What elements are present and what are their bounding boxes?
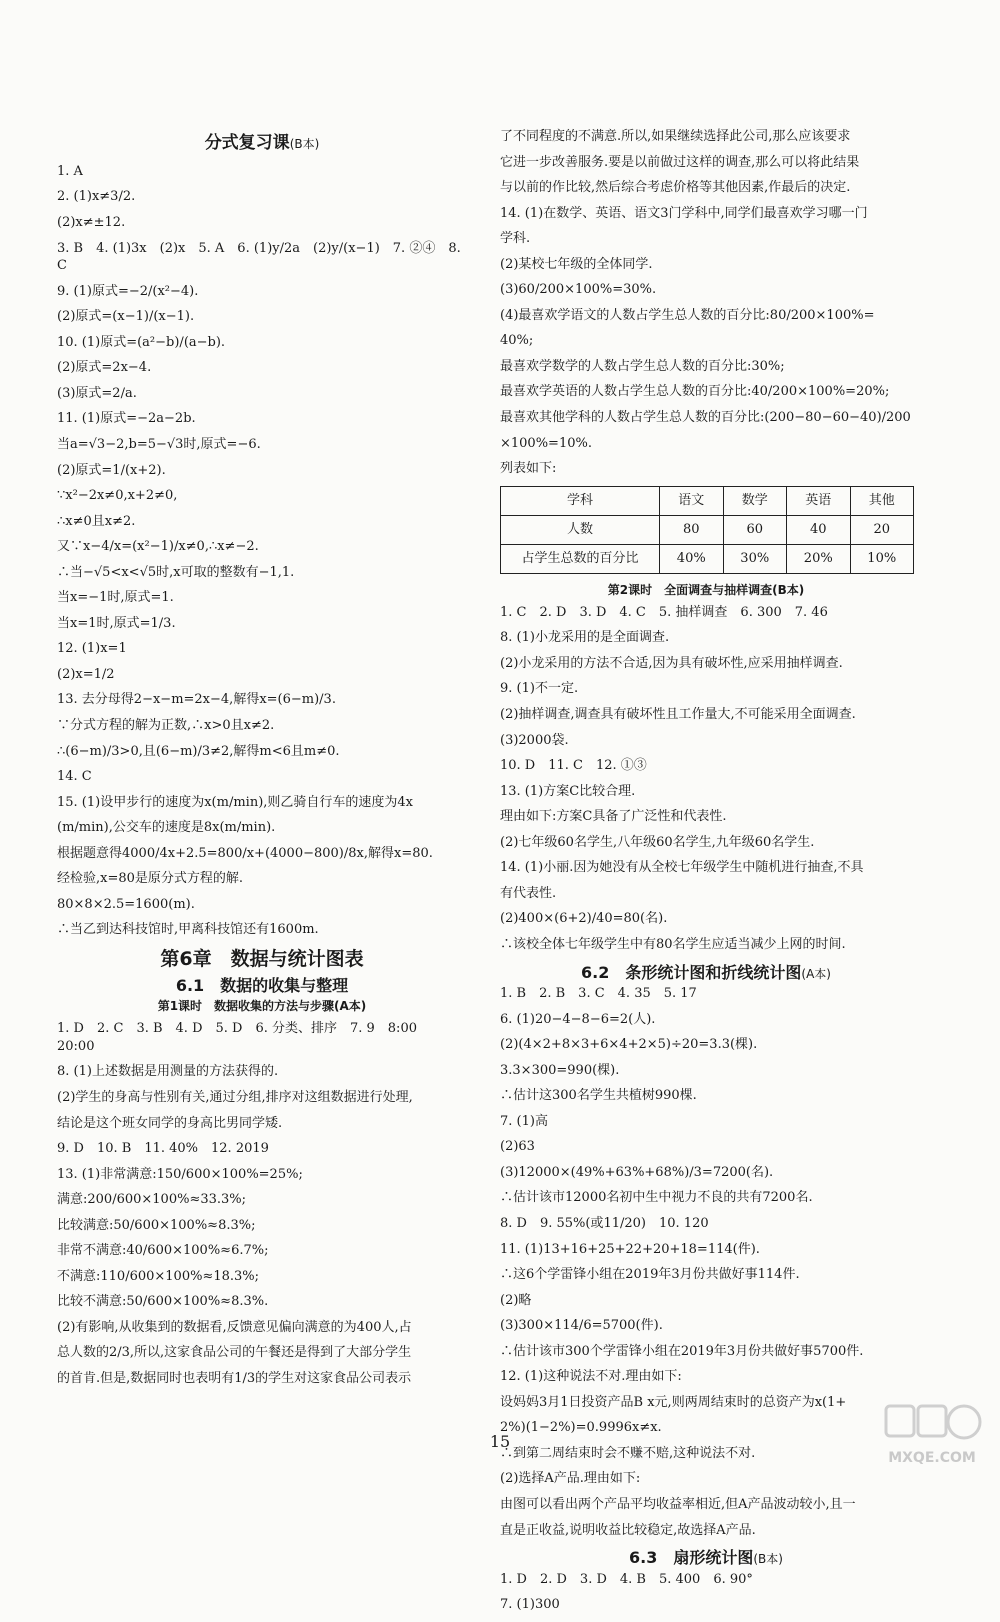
- answer-line: (m/min),公交车的速度是8x(m/min).: [57, 820, 276, 836]
- answer-line: 当a=√3−2,b=5−√3时,原式=−6.: [57, 436, 261, 452]
- answer-line: (2)(4×2+8×3+6×4+2×5)÷20=3.3(棵).: [500, 1037, 758, 1053]
- answer-line: 40%;: [500, 333, 534, 349]
- answer-line: 9. (1)不一定.: [500, 681, 579, 697]
- section-title: 6.1 数据的收集与整理: [175, 975, 349, 995]
- answer-line: 最喜欢其他学科的人数占学生总人数的百分比:(200−80−60−40)/200: [500, 410, 911, 426]
- answer-line: (2)有影响,从收集到的数据看,反馈意见偏向满意的为400人,占: [57, 1319, 412, 1335]
- answer-line: 1. B 2. B 3. C 4. 35 5. 17: [500, 986, 697, 1002]
- answer-line: 6. (1)20−4−8−6=2(人).: [500, 1011, 656, 1027]
- answer-line: (2)原式=(x−1)/(x−1).: [57, 309, 195, 325]
- table-row: [501, 544, 914, 573]
- left-column: [57, 128, 467, 1396]
- answer-line: 不满意:110/600×100%≈18.3%;: [57, 1268, 260, 1284]
- answer-line: 结论是这个班女同学的身高比男同学矮.: [57, 1115, 283, 1131]
- answer-line: 又∵x−4/x=(x²−1)/x≠0,∴x≠−2.: [57, 539, 259, 555]
- answer-line: ∴估计该市300个学雷锋小组在2019年3月份共做好事5700件.: [500, 1343, 864, 1359]
- answer-line: (2)小龙采用的方法不合适,因为具有破坏性,应采用抽样调查.: [500, 655, 843, 671]
- answer-line: ∴x≠0且x≠2.: [57, 513, 136, 529]
- table-cell: 80: [660, 515, 724, 544]
- answer-line: (2)选择A产品.理由如下:: [500, 1471, 641, 1487]
- table-cell: 40%: [660, 544, 724, 573]
- answer-line: ∵x²−2x≠0,x+2≠0,: [57, 488, 178, 504]
- answer-line: (2)400×(6+2)/40=80(名).: [500, 911, 668, 927]
- answer-line: 当x=1时,原式=1/3.: [57, 615, 176, 631]
- answer-line: (2)某校七年级的全体同学.: [500, 256, 653, 272]
- answer-line: 10. D 11. C 12. ①③: [500, 758, 647, 774]
- answer-line: 满意:200/600×100%≈33.3%;: [57, 1192, 247, 1208]
- table-header-cell: 英语: [787, 486, 851, 515]
- answer-line: 9. (1)原式=−2/(x²−4).: [57, 283, 199, 299]
- chapter-title: 第6章 数据与统计图表: [160, 947, 364, 970]
- answer-line: (2)原式=2x−4.: [57, 360, 152, 376]
- answer-line: 最喜欢学数学的人数占学生总人数的百分比:30%;: [500, 358, 785, 374]
- answer-line: 与以前的作比较,然后综合考虑价格等其他因素,作最后的决定.: [500, 180, 851, 196]
- answer-line: ∴到第二周结束时会不赚不赔,这种说法不对.: [500, 1445, 756, 1461]
- answer-line: 当x=−1时,原式=1.: [57, 590, 174, 606]
- answer-line: (2)x≠±12.: [57, 215, 126, 231]
- right-column: [500, 128, 912, 1622]
- subject-stats-table: [500, 486, 914, 574]
- answer-line: 的首肯.但是,数据同时也表明有1/3的学生对这家食品公司表示: [57, 1370, 412, 1386]
- answer-line: 经检验,x=80是原分式方程的解.: [57, 871, 244, 887]
- answer-line: 11. (1)13+16+25+22+20+18=114(件).: [500, 1241, 760, 1257]
- answer-line: (3)300×114/6=5700(件).: [500, 1318, 663, 1334]
- answer-line: (2)七年级60名学生,八年级60名学生,九年级60名学生.: [500, 834, 815, 850]
- answer-line: 14. (1)小丽.因为她没有从全校七年级学生中随机进行抽查,不具: [500, 860, 864, 876]
- answer-line: (2)学生的身高与性别有关,通过分组,排序对这组数据进行处理,: [57, 1089, 413, 1105]
- answer-line: (2)略: [500, 1292, 532, 1308]
- table-cell: 20: [850, 515, 914, 544]
- table-cell: 10%: [850, 544, 914, 573]
- answer-line: 由图可以看出两个产品平均收益率相近,但A产品波动较小,且一: [500, 1497, 856, 1513]
- table-cell: 40: [787, 515, 851, 544]
- answer-line: 10. (1)原式=(a²−b)/(a−b).: [57, 334, 226, 350]
- answer-line: 80×8×2.5=1600(m).: [57, 896, 195, 912]
- answer-line: 设妈妈3月1日投资产品B x元,则两周结束时的总资产为x(1+: [500, 1394, 847, 1410]
- answer-line: (2)63: [500, 1139, 535, 1155]
- answer-line: 14. (1)在数学、英语、语文3门学科中,同学们最喜欢学习哪一门: [500, 205, 868, 221]
- answer-line: 1. D 2. C 3. B 4. D 5. D 6. 分类、排序 7. 9 8:00 20:00: [57, 1021, 430, 1054]
- answer-line: 9. D 10. B 11. 40% 12. 2019: [57, 1141, 269, 1157]
- answer-line: (2)原式=1/(x+2).: [57, 462, 166, 478]
- answer-block: [57, 1020, 467, 1387]
- watermark-stamp-icon: [878, 1400, 986, 1450]
- answer-line: ∴估计该市12000名初中生中视力不良的共有7200名.: [500, 1190, 813, 1206]
- answer-line: ∴该校全体七年级学生中有80名学生应适当减少上网的时间.: [500, 936, 846, 952]
- answer-line: ×100%=10%.: [500, 435, 592, 451]
- table-cell: 60: [723, 515, 787, 544]
- answer-line: 了不同程度的不满意.所以,如果继续选择此公司,那么应该要求: [500, 129, 851, 144]
- answer-line: 15. (1)设甲步行的速度为x(m/min),则乙骑自行车的速度为4x: [57, 794, 413, 810]
- answer-line: ∴估计这300名学生共植树990棵.: [500, 1088, 697, 1104]
- answer-line: (3)2000袋.: [500, 732, 569, 748]
- answer-line: 它进一步改善服务.要是以前做过这样的调查,那么可以将此结果: [500, 154, 860, 170]
- answer-line: (2)抽样调查,调查具有破坏性且工作量大,不可能采用全面调查.: [500, 707, 856, 723]
- answer-line: ∴(6−m)/3>0,且(6−m)/3≠2,解得m<6且m≠0.: [57, 743, 340, 759]
- answer-line: 1. C 2. D 3. D 4. C 5. 抽样调查 6. 300 7. 46: [500, 604, 828, 620]
- answer-line: 1. A: [57, 163, 83, 179]
- answer-block: [500, 604, 912, 954]
- watermark-text: MXQE.COM: [888, 1450, 976, 1466]
- answer-line: 2%)(1−2%)=0.9996x≠x.: [500, 1420, 662, 1436]
- table-cell: 20%: [787, 544, 851, 573]
- answer-line: 学科.: [500, 231, 531, 247]
- table-header-row: [501, 486, 914, 515]
- answer-line: (4)最喜欢学语文的人数占学生总人数的百分比:80/200×100%=: [500, 307, 875, 323]
- watermark-logo: [878, 1400, 986, 1474]
- answer-line: 3.3×300=990(棵).: [500, 1062, 620, 1078]
- answer-line: 比较不满意:50/600×100%≈8.3%.: [57, 1294, 269, 1310]
- answer-line: ∴这6个学雷锋小组在2019年3月份共做好事114件.: [500, 1267, 800, 1283]
- answer-line: 14. C: [57, 769, 92, 785]
- answer-block: [500, 1571, 912, 1614]
- table-header-cell: 学科: [501, 486, 660, 515]
- lesson-title: 第1课时 数据收集的方法与步骤(A本): [157, 999, 367, 1014]
- answer-line: (3)原式=2/a.: [57, 385, 137, 401]
- answer-line: 有代表性.: [500, 885, 557, 901]
- answer-line: 理由如下:方案C具备了广泛性和代表性.: [500, 809, 727, 825]
- answer-line: ∵分式方程的解为正数,∴x>0且x≠2.: [57, 717, 275, 733]
- section-title: 6.3 扇形统计图(B本): [629, 1548, 783, 1568]
- answer-line: 11. (1)原式=−2a−2b.: [57, 411, 196, 427]
- table-header-cell: 语文: [660, 486, 724, 515]
- lesson-title: 第2课时 全面调查与抽样调查(B本): [607, 582, 805, 597]
- table-header-cell: 其他: [850, 486, 914, 515]
- answer-line: (3)12000×(49%+63%+68%)/3=7200(名).: [500, 1164, 774, 1180]
- section-title: 6.2 条形统计图和折线统计图(A本): [581, 962, 831, 982]
- answer-line: 2. (1)x≠3/2.: [57, 189, 136, 205]
- table-cell: 30%: [723, 544, 787, 573]
- table-cell: 人数: [501, 515, 660, 544]
- answer-line: 12. (1)x=1: [57, 641, 127, 657]
- table-row: [501, 515, 914, 544]
- answer-block: [500, 985, 912, 1539]
- answer-line: 7. (1)300: [500, 1597, 560, 1613]
- answer-line: 7. (1)高: [500, 1113, 548, 1129]
- answer-line: 非常不满意:40/600×100%≈6.7%;: [57, 1243, 269, 1259]
- answer-line: 13. (1)非常满意:150/600×100%=25%;: [57, 1166, 303, 1182]
- answer-line: 8. D 9. 55%(或11/20) 10. 120: [500, 1216, 709, 1232]
- answer-line: 最喜欢学英语的人数占学生总人数的百分比:40/200×100%=20%;: [500, 384, 890, 400]
- answer-line: 3. B 4. (1)3x (2)x 5. A 6. (1)y/2a (2)y/(x−1) 7. ②④ 8. C: [57, 240, 465, 274]
- table-cell: 占学生总数的百分比: [501, 544, 660, 573]
- answer-line: 根据题意得4000/4x+2.5=800/x+(4000−800)/8x,解得x=80.: [57, 845, 433, 861]
- answer-line: (3)60/200×100%=30%.: [500, 282, 657, 298]
- answer-line: 直是正收益,说明收益比较稳定,故选择A产品.: [500, 1522, 756, 1538]
- answer-line: ∴当乙到达科技馆时,甲离科技馆还有1600m.: [57, 922, 319, 938]
- answer-line: (2)x=1/2: [57, 666, 115, 682]
- review-title: 分式复习课(B本): [204, 133, 320, 153]
- answer-block: [57, 163, 467, 939]
- answer-block: [500, 128, 912, 478]
- page-number: 15: [489, 1432, 511, 1451]
- answer-line: 13. 去分母得2−x−m=2x−4,解得x=(6−m)/3.: [57, 692, 336, 708]
- answer-line: ∴当−√5<x<√5时,x可取的整数有−1,1.: [57, 564, 295, 580]
- answer-line: 8. (1)上述数据是用测量的方法获得的.: [57, 1064, 279, 1080]
- answer-line: 总人数的2/3,所以,这家食品公司的午餐还是得到了大部分学生: [57, 1345, 412, 1361]
- answer-line: 8. (1)小龙采用的是全面调查.: [500, 630, 670, 646]
- answer-line: 1. D 2. D 3. D 4. B 5. 400 6. 90°: [500, 1571, 753, 1587]
- table-header-cell: 数学: [723, 486, 787, 515]
- answer-line: 12. (1)这种说法不对.理由如下:: [500, 1369, 682, 1385]
- answer-line: 比较满意:50/600×100%≈8.3%;: [57, 1217, 256, 1233]
- answer-line: 13. (1)方案C比较合理.: [500, 783, 636, 799]
- answer-line: 列表如下:: [500, 461, 557, 477]
